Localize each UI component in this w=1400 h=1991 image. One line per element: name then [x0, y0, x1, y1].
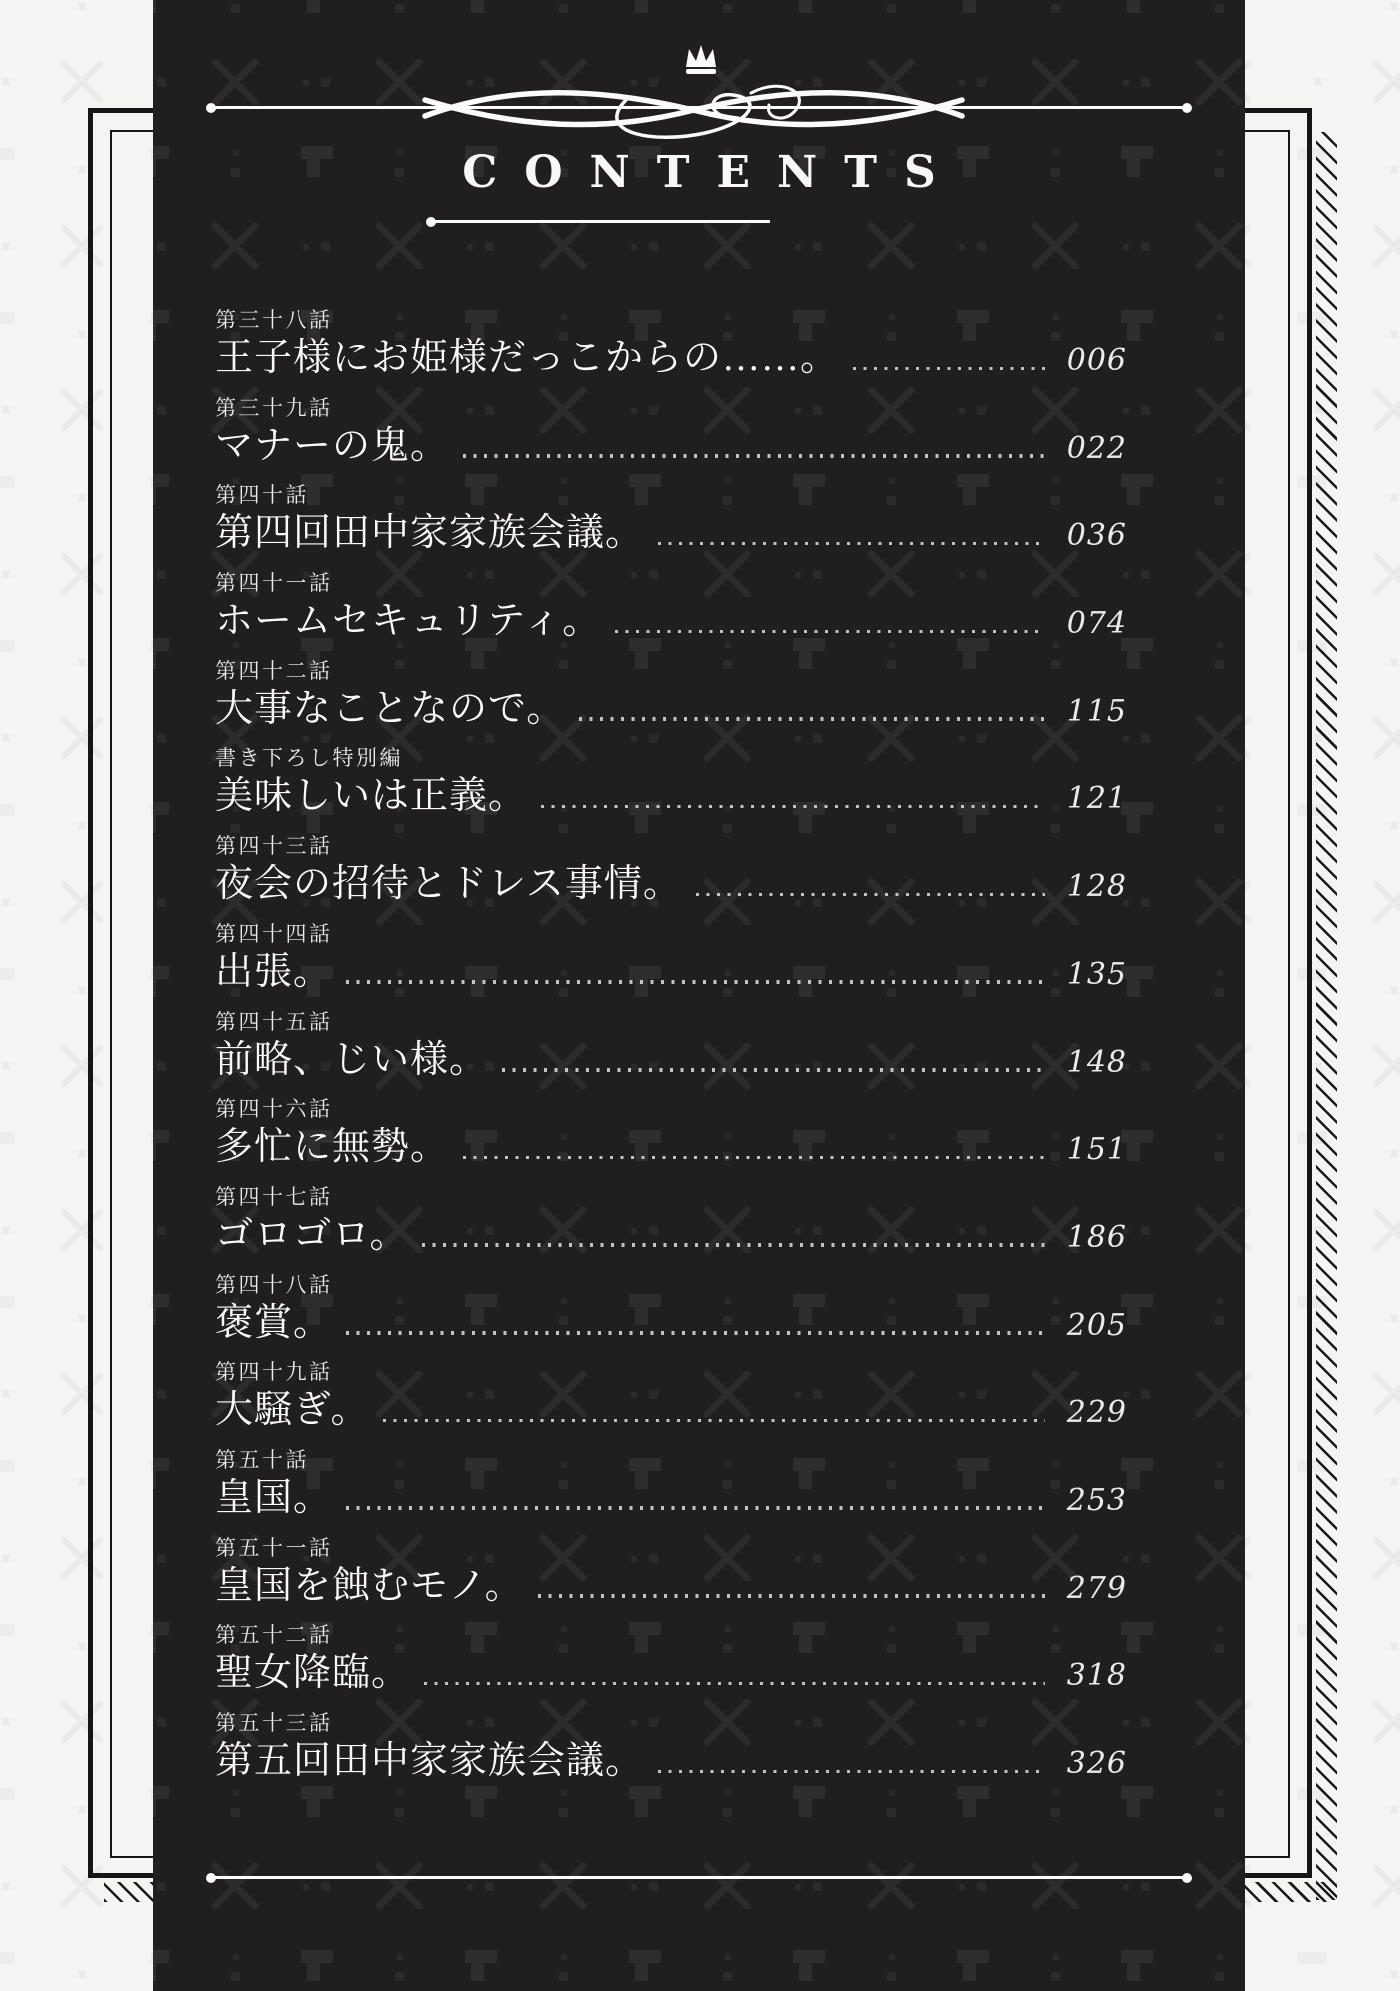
toc-entry-page: 121	[1066, 781, 1127, 817]
toc-entry-page: 229	[1066, 1395, 1127, 1431]
toc-entry-title: 前略、じい様。	[215, 1038, 489, 1081]
toc-entry-page: 036	[1066, 518, 1127, 554]
toc-entry-chapter: 第四十三話	[215, 834, 333, 859]
toc-entry-page: 128	[1066, 869, 1127, 905]
toc-entry-row	[215, 596, 1127, 646]
rule-end-dot	[426, 217, 436, 227]
dark-panel	[153, 0, 1245, 1991]
toc-entry-page: 253	[1066, 1482, 1127, 1518]
toc-entry-chapter: 第四十二話	[215, 658, 333, 683]
page-title: CONTENTS	[462, 147, 963, 198]
dot-leader	[346, 980, 1045, 984]
dot-leader	[346, 1506, 1045, 1510]
rule-end-dot	[206, 103, 216, 113]
toc-entry	[215, 1096, 1127, 1184]
toc-entry	[215, 921, 1127, 1009]
rule-end-dot	[1182, 1873, 1192, 1883]
toc-entry	[215, 482, 1127, 570]
dot-leader	[422, 1243, 1045, 1247]
toc-entry	[215, 1272, 1127, 1360]
toc-entry	[215, 658, 1127, 746]
toc-entry-chapter: 第五十話	[215, 1447, 309, 1472]
rule-end-dot	[206, 1873, 216, 1883]
dot-leader	[853, 367, 1045, 371]
toc-entry-chapter: 第五十二話	[215, 1623, 333, 1648]
rule-end-dot	[1182, 103, 1192, 113]
dot-leader	[658, 1770, 1045, 1774]
toc-entry-title: 皇国。	[215, 1476, 333, 1519]
toc-entry-title: 夜会の招待とドレス事情。	[215, 863, 682, 906]
dot-leader	[346, 1331, 1045, 1335]
toc-entry-title: ゴロゴロ。	[215, 1213, 409, 1256]
toc-entry-row	[215, 1122, 1127, 1172]
toc-entry	[215, 395, 1127, 483]
flourish-ornament	[421, 72, 966, 142]
dot-leader	[538, 1594, 1045, 1598]
toc-entry-row	[215, 1561, 1127, 1611]
toc-entry-chapter: 第四十六話	[215, 1097, 333, 1122]
toc-entry-row	[215, 1648, 1127, 1698]
toc-list	[215, 307, 1127, 1798]
toc-entry-row	[215, 421, 1127, 471]
toc-entry-page: 318	[1066, 1658, 1127, 1694]
toc-entry-row	[215, 1736, 1127, 1786]
toc-entry-page: 006	[1066, 343, 1127, 378]
toc-entry	[215, 1184, 1127, 1272]
toc-entry-chapter: 第三十八話	[215, 308, 333, 332]
toc-entry-chapter: 第四十四話	[215, 921, 333, 946]
toc-entry	[215, 1359, 1127, 1447]
toc-entry	[215, 570, 1127, 658]
toc-entry-chapter: 第三十九話	[215, 395, 333, 420]
dot-leader	[579, 717, 1045, 721]
toc-entry	[215, 1009, 1127, 1097]
toc-entry-page: 151	[1066, 1132, 1127, 1168]
toc-entry-row	[215, 333, 1127, 383]
dot-leader	[658, 542, 1045, 546]
dot-leader	[383, 1419, 1045, 1423]
toc-entry-page: 135	[1066, 956, 1127, 992]
toc-entry-title: 美味しいは正義。	[215, 775, 528, 818]
toc-entry-title: 多忙に無勢。	[215, 1126, 450, 1169]
toc-entry-chapter: 第四十話	[215, 483, 309, 508]
toc-entry-chapter: 第四十八話	[215, 1272, 333, 1297]
toc-entry-title: ホームセキュリティ。	[215, 600, 602, 643]
toc-entry-chapter: 第五十一話	[215, 1535, 333, 1560]
toc-entry	[215, 833, 1127, 921]
crown-icon	[681, 40, 721, 80]
toc-entry-chapter: 第四十五話	[215, 1009, 333, 1034]
toc-entry	[215, 307, 1127, 395]
toc-entry-chapter: 書き下ろし特別編	[215, 746, 403, 771]
toc-entry-page: 205	[1066, 1307, 1127, 1343]
toc-entry	[215, 1535, 1127, 1623]
toc-entry-title: 褒賞。	[215, 1301, 333, 1344]
right-hatch-shading	[1316, 132, 1337, 1900]
toc-entry	[215, 1622, 1127, 1710]
toc-entry-title: 第四回田中家家族会議。	[215, 512, 645, 555]
toc-entry-chapter: 第四十一話	[215, 571, 333, 596]
toc-entry-chapter: 第四十七話	[215, 1184, 333, 1209]
toc-entry-page: 326	[1066, 1746, 1127, 1781]
toc-entry	[215, 1710, 1127, 1798]
toc-entry-row	[215, 1210, 1127, 1260]
dot-leader	[502, 1068, 1045, 1072]
toc-entry-chapter: 第四十九話	[215, 1360, 333, 1385]
toc-entry	[215, 745, 1127, 833]
toc-entry-title: 皇国を蝕むモノ。	[215, 1564, 524, 1607]
toc-entry-page: 022	[1066, 430, 1127, 466]
title-underline-rule	[430, 220, 770, 223]
toc-entry-row	[215, 1385, 1127, 1435]
dot-leader	[463, 1156, 1045, 1160]
toc-entry	[215, 1447, 1127, 1535]
toc-entry-title: マナーの鬼。	[215, 424, 450, 467]
toc-entry-title: 大事なことなので。	[215, 687, 566, 730]
toc-entry-row	[215, 1473, 1127, 1523]
toc-entry-page: 186	[1066, 1219, 1127, 1255]
dot-leader	[463, 454, 1045, 458]
toc-entry-row	[215, 1298, 1127, 1348]
toc-entry-row	[215, 1035, 1127, 1085]
toc-entry-page: 074	[1066, 606, 1127, 642]
toc-entry-page: 279	[1066, 1570, 1127, 1606]
toc-entry-row	[215, 684, 1127, 734]
toc-entry-chapter: 第五十三話	[215, 1711, 333, 1735]
dot-leader	[615, 630, 1045, 634]
toc-entry-page: 115	[1066, 693, 1127, 729]
dot-leader	[696, 893, 1045, 897]
toc-entry-title: 聖女降臨。	[215, 1652, 411, 1695]
toc-entry-row	[215, 859, 1127, 909]
toc-entry-title: 王子様にお姫様だっこからの……。	[215, 337, 840, 379]
toc-entry-row	[215, 771, 1127, 821]
toc-entry-row	[215, 947, 1127, 997]
toc-entry-row	[215, 508, 1127, 558]
dot-leader	[541, 805, 1045, 809]
toc-entry-page: 148	[1066, 1044, 1127, 1080]
toc-entry-title: 出張。	[215, 950, 333, 993]
toc-entry-title: 第五回田中家家族会議。	[215, 1740, 645, 1782]
dot-leader	[424, 1682, 1045, 1686]
bottom-rule	[210, 1876, 1188, 1879]
toc-entry-title: 大騒ぎ。	[215, 1389, 370, 1432]
